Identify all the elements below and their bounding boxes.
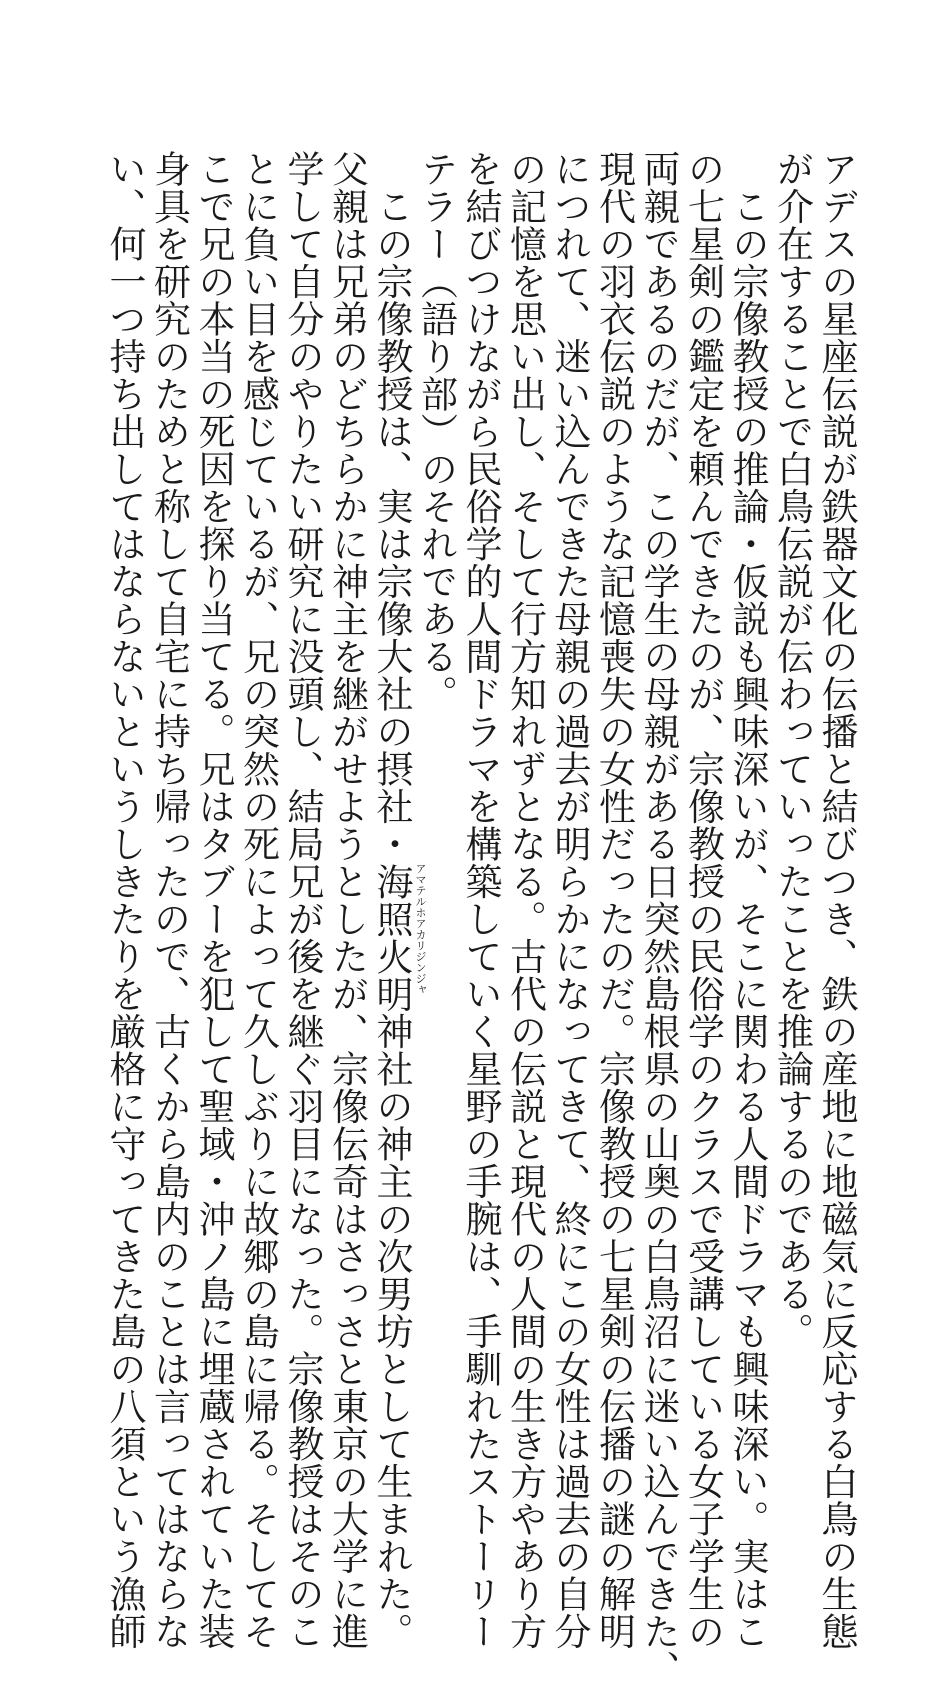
text-line: につれて、迷い込んできた母親の過去が明らかになってきて、終にこの女性は過去の自分 bbox=[548, 150, 591, 1650]
text-line: 両親であるのだが、この学生の母親がある日突然島根県の山奥の白鳥沼に迷い込んできた、 bbox=[637, 150, 680, 1688]
text-line: を結びつけながら民俗学的人間ドラマを構築していく星野の手腕は、手馴れたストーリー bbox=[459, 150, 502, 1650]
text-line: この宗像教授の推論・仮説も興味深いが、そこに関わる人間ドラマも興味深い。実はこ bbox=[726, 150, 769, 1650]
text-line: とに負い目を感じているが、兄の突然の死によって久しぶりに故郷の島に帰る。そしてそ bbox=[236, 150, 280, 1650]
text-line: アデスの星座伝説が鉄器文化の伝播と結びつき、鉄の産地に地磁気に反応する白鳥の生態 bbox=[815, 150, 858, 1650]
text-line: の七星剣の鑑定を頼んできたのが、宗像教授の民俗学のクラスで受講している女子学生の bbox=[681, 150, 725, 1650]
text-line: の記憶を思い出し、そして行方知れずとなる。古代の伝説と現代の人間の生き方やあり方 bbox=[503, 150, 547, 1650]
ruby-reading: アマテルホアカリジンジャ bbox=[414, 862, 427, 995]
text-line: 父親は兄弟のどちらかに神主を継がせようとしたが、宗像伝奇はさっさと東京の大学に進 bbox=[325, 150, 369, 1650]
text-line-with-ruby: この宗像教授は、実は宗像大社の摂社・海照火明 アマテルホアカリジンジャ 神社の神主の次男坊として生まれた。 bbox=[370, 150, 427, 1650]
text-line: 現代の羽衣伝説のような記憶喪失の女性だったのだ。宗像教授の七星剣の伝播の謎の解明 bbox=[592, 150, 636, 1650]
text-line: 学して自分のやりたい研究に没頭し、結局兄が後を継ぐ羽目になった。宗像教授はそのこ bbox=[281, 150, 324, 1650]
text-line: が介在することで白鳥伝説が伝わっていったことを推論するのである。 bbox=[770, 150, 814, 1350]
vertical-text-body bbox=[102, 150, 859, 1688]
text-line: 身具を研究のためと称して自宅に持ち帰ったので、古くから島内のことは言ってはならな bbox=[147, 150, 191, 1650]
text-line: こで兄の本当の死因を探り当てる。兄はタブーを犯して聖域・沖ノ島に埋蔵されていた装 bbox=[192, 150, 235, 1650]
ruby-base-word: 海照火明 アマテルホアカリジンジャ bbox=[370, 862, 427, 1013]
text-line: テラー（語り部）のそれである。 bbox=[414, 150, 458, 713]
text-line: い、何一つ持ち出してはならないというしきたりを厳格に守ってきた島の八須という漁師 bbox=[103, 150, 146, 1650]
